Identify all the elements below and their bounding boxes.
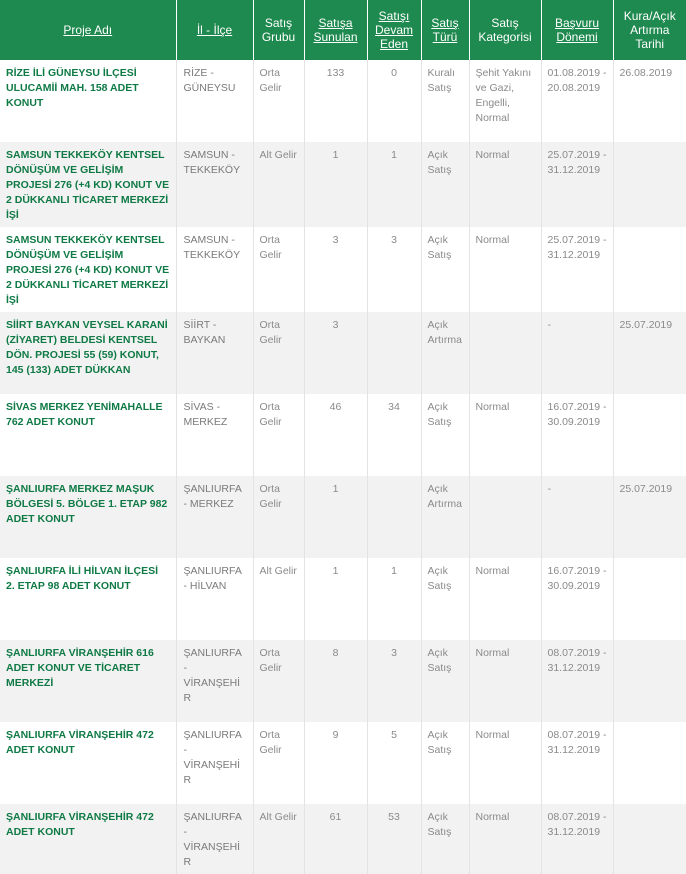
draw-date-cell bbox=[613, 558, 686, 640]
offered-count-cell: 61 bbox=[304, 804, 367, 874]
project-name-cell: ŞANLIURFA VİRANŞEHİR 616 ADET KONUT VE TİCARET MERKEZİ bbox=[0, 640, 176, 722]
sales-group-cell: Orta Gelir bbox=[253, 722, 304, 804]
sales-type-cell: Açık Satış bbox=[421, 227, 469, 312]
location-cell: SAMSUN - TEKKEKÖY bbox=[176, 142, 253, 227]
offered-count-cell: 1 bbox=[304, 142, 367, 227]
draw-date-cell bbox=[613, 640, 686, 722]
project-name-cell: RİZE İLİ GÜNEYSU İLÇESİ ULUCAMİİ MAH. 158 ADET KONUT bbox=[0, 60, 176, 142]
offered-count-cell: 133 bbox=[304, 60, 367, 142]
offered-count-cell: 46 bbox=[304, 394, 367, 476]
sort-sales-type[interactable] bbox=[421, 0, 469, 60]
project-name-cell: SAMSUN TEKKEKÖY KENTSEL DÖNÜŞÜM VE GELİŞİM PROJESİ 276 (+4 KD) KONUT VE 2 DÜKKANLI TİCARET MERKEZİ İŞİ bbox=[0, 227, 176, 312]
sales-type-cell: Açık Satış bbox=[421, 804, 469, 874]
project-name-cell: SİVAS MERKEZ YENİMAHALLE 762 ADET KONUT bbox=[0, 394, 176, 476]
application-period-cell: 08.07.2019 - 31.12.2019 bbox=[541, 804, 613, 874]
location-cell: ŞANLIURFA - MERKEZ bbox=[176, 476, 253, 558]
draw-date-cell: 25.07.2019 bbox=[613, 312, 686, 394]
ongoing-count-cell: 1 bbox=[367, 558, 421, 640]
header-ongoing[interactable]: Satışı Devam Eden bbox=[374, 9, 413, 51]
sales-type-cell: Kuralı Satış bbox=[421, 60, 469, 142]
sort-application-period[interactable] bbox=[541, 0, 613, 60]
table-row bbox=[0, 227, 686, 312]
header-project-name[interactable]: Proje Adı bbox=[63, 23, 113, 37]
sales-category-cell: Normal bbox=[469, 394, 541, 476]
table-row bbox=[0, 722, 686, 804]
table-body bbox=[0, 60, 686, 874]
location-cell: ŞANLIURFA - VİRANŞEHİR bbox=[176, 722, 253, 804]
table-row bbox=[0, 312, 686, 394]
ongoing-count-cell: 0 bbox=[367, 60, 421, 142]
sales-category-cell: Normal bbox=[469, 804, 541, 874]
application-period-cell: 16.07.2019 - 30.09.2019 bbox=[541, 558, 613, 640]
location-cell: SAMSUN - TEKKEKÖY bbox=[176, 227, 253, 312]
sales-group-cell: Orta Gelir bbox=[253, 640, 304, 722]
sort-offered[interactable] bbox=[304, 0, 367, 60]
sales-group-cell: Alt Gelir bbox=[253, 804, 304, 874]
sales-group-cell: Orta Gelir bbox=[253, 227, 304, 312]
ongoing-count-cell: 53 bbox=[367, 804, 421, 874]
application-period-cell: - bbox=[541, 312, 613, 394]
sales-category-cell: Şehit Yakını ve Gazi, Engelli, Normal bbox=[469, 60, 541, 142]
sort-province-district[interactable] bbox=[176, 0, 253, 60]
location-cell: ŞANLIURFA - HİLVAN bbox=[176, 558, 253, 640]
table-row bbox=[0, 476, 686, 558]
project-name-cell: ŞANLIURFA VİRANŞEHİR 472 ADET KONUT bbox=[0, 804, 176, 874]
ongoing-count-cell: 1 bbox=[367, 142, 421, 227]
sales-group-cell: Alt Gelir bbox=[253, 558, 304, 640]
header-row bbox=[0, 0, 686, 60]
project-name-cell: ŞANLIURFA MERKEZ MAŞUK BÖLGESİ 5. BÖLGE 1. ETAP 982 ADET KONUT bbox=[0, 476, 176, 558]
sales-category-cell: Normal bbox=[469, 640, 541, 722]
offered-count-cell: 9 bbox=[304, 722, 367, 804]
application-period-cell: 16.07.2019 - 30.09.2019 bbox=[541, 394, 613, 476]
offered-count-cell: 3 bbox=[304, 312, 367, 394]
header-sales-group: Satış Grubu bbox=[253, 0, 304, 60]
sales-group-cell: Orta Gelir bbox=[253, 476, 304, 558]
draw-date-cell bbox=[613, 394, 686, 476]
sales-type-cell: Açık Satış bbox=[421, 142, 469, 227]
project-name-cell: ŞANLIURFA İLİ HİLVAN İLÇESİ 2. ETAP 98 ADET KONUT bbox=[0, 558, 176, 640]
location-cell: RİZE - GÜNEYSU bbox=[176, 60, 253, 142]
sales-type-cell: Açık Artırma bbox=[421, 312, 469, 394]
application-period-cell: - bbox=[541, 476, 613, 558]
draw-date-cell bbox=[613, 227, 686, 312]
table-row bbox=[0, 142, 686, 227]
offered-count-cell: 1 bbox=[304, 558, 367, 640]
draw-date-cell bbox=[613, 142, 686, 227]
sales-type-cell: Açık Satış bbox=[421, 640, 469, 722]
header-draw-date: Kura/Açık Artırma Tarihi bbox=[613, 0, 686, 60]
project-name-cell: ŞANLIURFA VİRANŞEHİR 472 ADET KONUT bbox=[0, 722, 176, 804]
sales-group-cell: Orta Gelir bbox=[253, 60, 304, 142]
project-name-cell: SAMSUN TEKKEKÖY KENTSEL DÖNÜŞÜM VE GELİŞİM PROJESİ 276 (+4 KD) KONUT VE 2 DÜKKANLI TİCARET MERKEZİ İŞİ bbox=[0, 142, 176, 227]
sales-type-cell: Açık Artırma bbox=[421, 476, 469, 558]
sort-ongoing[interactable] bbox=[367, 0, 421, 60]
header-offered[interactable]: Satışa Sunulan bbox=[313, 16, 358, 44]
ongoing-count-cell bbox=[367, 312, 421, 394]
application-period-cell: 08.07.2019 - 31.12.2019 bbox=[541, 640, 613, 722]
ongoing-count-cell: 5 bbox=[367, 722, 421, 804]
location-cell: SİİRT - BAYKAN bbox=[176, 312, 253, 394]
sales-group-cell: Orta Gelir bbox=[253, 312, 304, 394]
location-cell: ŞANLIURFA - VİRANŞEHİR bbox=[176, 804, 253, 874]
draw-date-cell: 26.08.2019 bbox=[613, 60, 686, 142]
location-cell: SİVAS - MERKEZ bbox=[176, 394, 253, 476]
sales-category-cell bbox=[469, 312, 541, 394]
sales-category-cell: Normal bbox=[469, 558, 541, 640]
table-row bbox=[0, 394, 686, 476]
table-row bbox=[0, 804, 686, 874]
sales-group-cell: Alt Gelir bbox=[253, 142, 304, 227]
sales-category-cell: Normal bbox=[469, 722, 541, 804]
application-period-cell: 01.08.2019 - 20.08.2019 bbox=[541, 60, 613, 142]
location-cell: ŞANLIURFA - VİRANŞEHİR bbox=[176, 640, 253, 722]
sales-category-cell: Normal bbox=[469, 142, 541, 227]
ongoing-count-cell: 34 bbox=[367, 394, 421, 476]
header-sales-category: Satış Kategorisi bbox=[469, 0, 541, 60]
table-row bbox=[0, 60, 686, 142]
draw-date-cell bbox=[613, 804, 686, 874]
header-application-period[interactable]: Başvuru Dönemi bbox=[554, 16, 600, 44]
sales-group-cell: Orta Gelir bbox=[253, 394, 304, 476]
sales-type-cell: Açık Satış bbox=[421, 558, 469, 640]
ongoing-count-cell: 3 bbox=[367, 227, 421, 312]
project-name-cell: SİİRT BAYKAN VEYSEL KARANİ (ZİYARET) BELDESİ KENTSEL DÖN. PROJESİ 55 (59) KONUT, 145 (133) ADET DÜKKAN bbox=[0, 312, 176, 394]
sales-type-cell: Açık Satış bbox=[421, 394, 469, 476]
draw-date-cell bbox=[613, 722, 686, 804]
ongoing-count-cell: 3 bbox=[367, 640, 421, 722]
sales-type-cell: Açık Satış bbox=[421, 722, 469, 804]
sales-category-cell: Normal bbox=[469, 227, 541, 312]
application-period-cell: 25.07.2019 - 31.12.2019 bbox=[541, 227, 613, 312]
header-province-district[interactable]: İl - İlçe bbox=[196, 23, 233, 37]
offered-count-cell: 1 bbox=[304, 476, 367, 558]
header-sales-type[interactable]: Satış Türü bbox=[431, 16, 459, 44]
draw-date-cell: 25.07.2019 bbox=[613, 476, 686, 558]
offered-count-cell: 8 bbox=[304, 640, 367, 722]
offered-count-cell: 3 bbox=[304, 227, 367, 312]
table-row bbox=[0, 558, 686, 640]
sales-category-cell bbox=[469, 476, 541, 558]
ongoing-count-cell bbox=[367, 476, 421, 558]
table-row bbox=[0, 640, 686, 722]
sort-project-name[interactable] bbox=[0, 0, 176, 60]
application-period-cell: 25.07.2019 - 31.12.2019 bbox=[541, 142, 613, 227]
application-period-cell: 08.07.2019 - 31.12.2019 bbox=[541, 722, 613, 804]
